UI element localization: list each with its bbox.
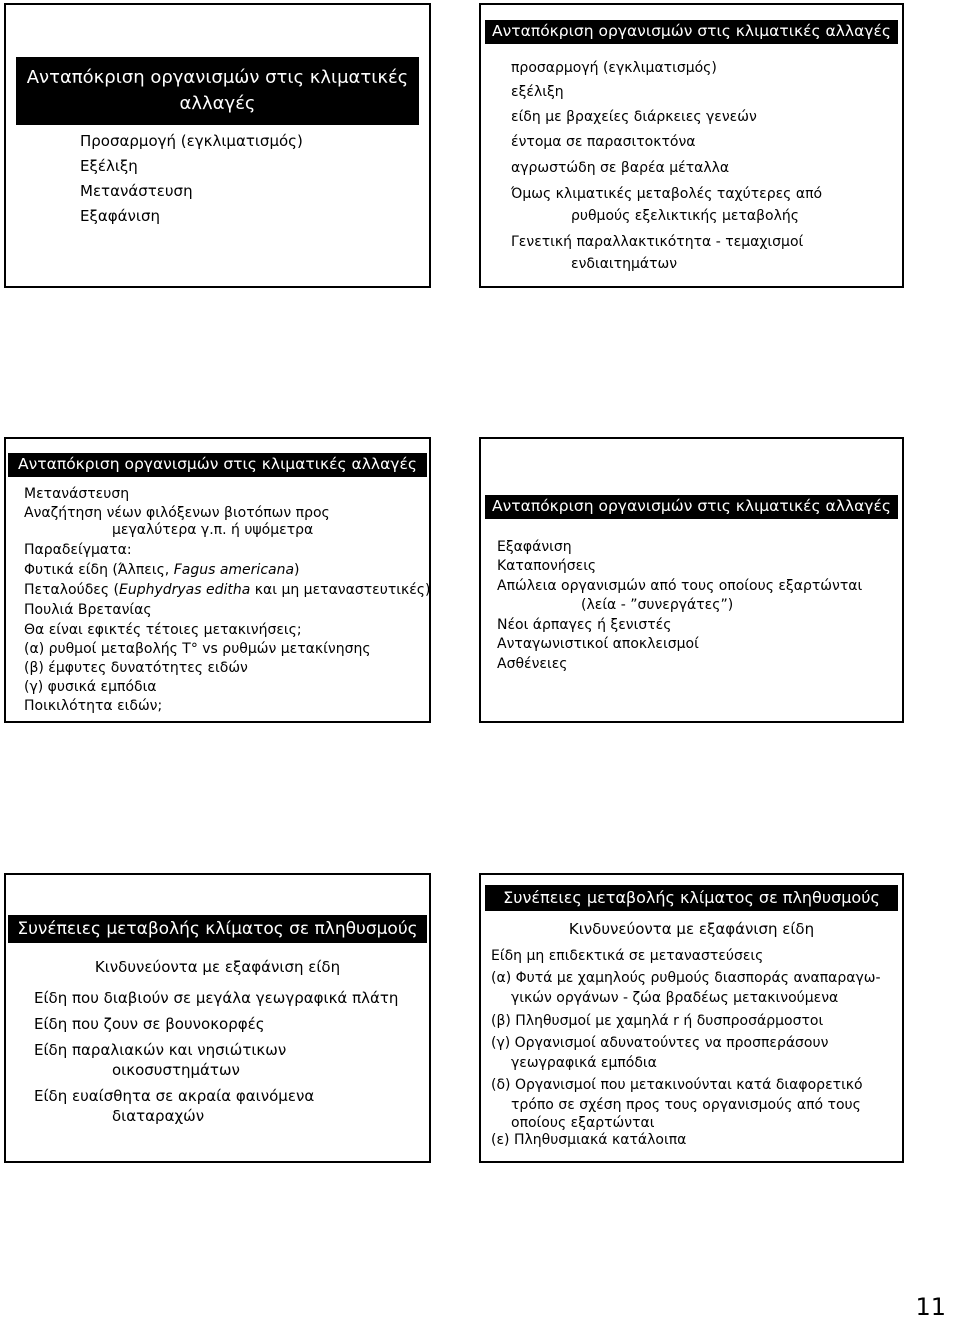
- butterflies-species: Euphydryas editha: [118, 582, 251, 598]
- slide-2-line: αγρωστώδη σε βαρέα μέταλλα: [511, 160, 730, 176]
- plants-species: Fagus americana: [173, 562, 295, 578]
- slide-5: [4, 873, 431, 1163]
- slide-2-line: προσαρμογή (εγκλιματισμός): [511, 60, 717, 76]
- slide-2-line: ρυθμούς εξελικτικής μεταβολής: [571, 208, 799, 224]
- slide-1-item: Εξαφάνιση: [80, 207, 160, 225]
- slide-3-line: Ποικιλότητα ειδών;: [24, 698, 163, 714]
- slide-6-line: (α) Φυτά με χαμηλούς ρυθμούς διασποράς αναπαραγω-: [491, 970, 881, 986]
- slide-4: [479, 437, 904, 723]
- slide-3-line: Αναζήτηση νέων φιλόξενων βιοτόπων προς: [24, 505, 330, 521]
- slide-3-line: Μετανάστευση: [24, 486, 130, 502]
- slide-6-line: (β) Πληθυσμοί με χαμηλά r ή δυσπροσάρμοστοι: [491, 1013, 824, 1029]
- slide-6-line: (γ) Οργανισμοί αδυνατούντες να προσπεράσουν: [491, 1035, 829, 1051]
- slide-6-line: (δ) Οργανισμοί που μετακινούνται κατά διαφορετικό: [491, 1077, 863, 1093]
- slide-5-line: οικοσυστημάτων: [112, 1061, 240, 1079]
- plants-prefix: Φυτικά είδη (Άλπεις,: [24, 562, 174, 578]
- slide-4-line: Εξαφάνιση: [497, 539, 572, 555]
- page-number: 11: [915, 1293, 946, 1321]
- slide-5-line: Είδη παραλιακών και νησιώτικων: [34, 1041, 287, 1059]
- slide-6-line: Είδη μη επιδεκτικά σε μεταναστεύσεις: [491, 948, 764, 964]
- slide-6: [479, 873, 904, 1163]
- slide-3: [4, 437, 431, 723]
- slide-6-title: Συνέπειες μεταβολής κλίματος σε πληθυσμούς: [485, 885, 898, 911]
- slide-2-line: ενδιαιτημάτων: [571, 256, 678, 272]
- butterflies-suffix: και μη μεταναστευτικές): [250, 582, 431, 598]
- slide-2: [479, 3, 904, 288]
- slide-3-line: (β) έμφυτες δυνατότητες ειδών: [24, 660, 248, 676]
- slide-1-item: Προσαρμογή (εγκλιματισμός): [80, 132, 303, 150]
- slide-4-line: Απώλεια οργανισμών από τους οποίους εξαρτώνται: [497, 578, 863, 594]
- slide-1-title: [16, 57, 419, 125]
- slide-6-line: γεωγραφικά εμπόδια: [511, 1055, 657, 1071]
- slide-1: [4, 3, 431, 288]
- slide-5-line: Είδη ευαίσθητα σε ακραία φαινόμενα: [34, 1087, 315, 1105]
- slide-4-title: Ανταπόκριση οργανισμών στις κλιματικές αλλαγές: [485, 495, 898, 519]
- slide-5-line: Είδη που ζουν σε βουνοκορφές: [34, 1015, 265, 1033]
- slide-6-line: οποίους εξαρτώνται: [511, 1115, 655, 1131]
- slide-5-line: Είδη που διαβιούν σε μεγάλα γεωγραφικά πλάτη: [34, 989, 399, 1007]
- slide-1-title-line-2: αλλαγές: [179, 93, 256, 114]
- slide-2-line: Γενετική παραλλακτικότητα - τεμαχισμοί: [511, 234, 804, 250]
- slide-3-title: Ανταπόκριση οργανισμών στις κλιματικές αλλαγές: [8, 453, 427, 477]
- slide-5-subtitle: Κινδυνεύοντα με εξαφάνιση είδη: [94, 958, 341, 976]
- slide-2-line: έντομα σε παρασιτοκτόνα: [511, 134, 696, 150]
- slide-3-line: Παραδείγματα:: [24, 542, 132, 558]
- slide-1-item: Μετανάστευση: [80, 182, 193, 200]
- slide-2-line: Όμως κλιματικές μεταβολές ταχύτερες από: [511, 186, 823, 202]
- slide-2-line: εξέλιξη: [511, 84, 564, 100]
- slide-2-title: Ανταπόκριση οργανισμών στις κλιματικές αλλαγές: [485, 20, 898, 44]
- slide-5-title: Συνέπειες μεταβολής κλίματος σε πληθυσμούς: [8, 915, 427, 943]
- slide-1-item: Εξέλιξη: [80, 157, 138, 175]
- slide-2-line: είδη με βραχείες διάρκειες γενεών: [511, 109, 757, 125]
- slide-4-line: Καταπονήσεις: [497, 558, 597, 574]
- slide-6-line: γικών οργάνων - ζώα βραδέως μετακινούμενα: [511, 990, 839, 1006]
- slide-3-line: Πουλιά Βρετανίας: [24, 602, 152, 618]
- slide-3-plants-line: [24, 561, 300, 579]
- slide-3-line: μεγαλύτερα γ.π. ή υψόμετρα: [112, 522, 314, 538]
- plants-suffix: ): [294, 562, 300, 578]
- slide-4-line: Ανταγωνιστικοί αποκλεισμοί: [497, 636, 699, 652]
- slide-4-line: (λεία - ”συνεργάτες”): [581, 597, 734, 613]
- butterflies-prefix: Πεταλούδες (: [24, 582, 119, 598]
- slide-1-title-line-1: Ανταπόκριση οργανισμών στις κλιματικές: [26, 67, 409, 88]
- slide-6-subtitle: Κινδυνεύοντα με εξαφάνιση είδη: [568, 920, 815, 938]
- slide-4-line: Νέοι άρπαγες ή ξενιστές: [497, 617, 672, 633]
- slide-4-line: Ασθένειες: [497, 656, 568, 672]
- slide-3-line: (γ) φυσικά εμπόδια: [24, 679, 157, 695]
- slide-5-line: διαταραχών: [112, 1107, 205, 1125]
- slide-6-line: τρόπο σε σχέση προς τους οργανισμούς από τους: [511, 1097, 861, 1113]
- slide-3-line: (α) ρυθμοί μεταβολής T° vs ρυθμών μετακίνησης: [24, 641, 371, 657]
- slide-6-line: (ε) Πληθυσμιακά κατάλοιπα: [491, 1132, 687, 1148]
- slide-3-butterflies-line: [24, 581, 431, 599]
- slide-3-line: Θα είναι εφικτές τέτοιες μετακινήσεις;: [24, 622, 302, 638]
